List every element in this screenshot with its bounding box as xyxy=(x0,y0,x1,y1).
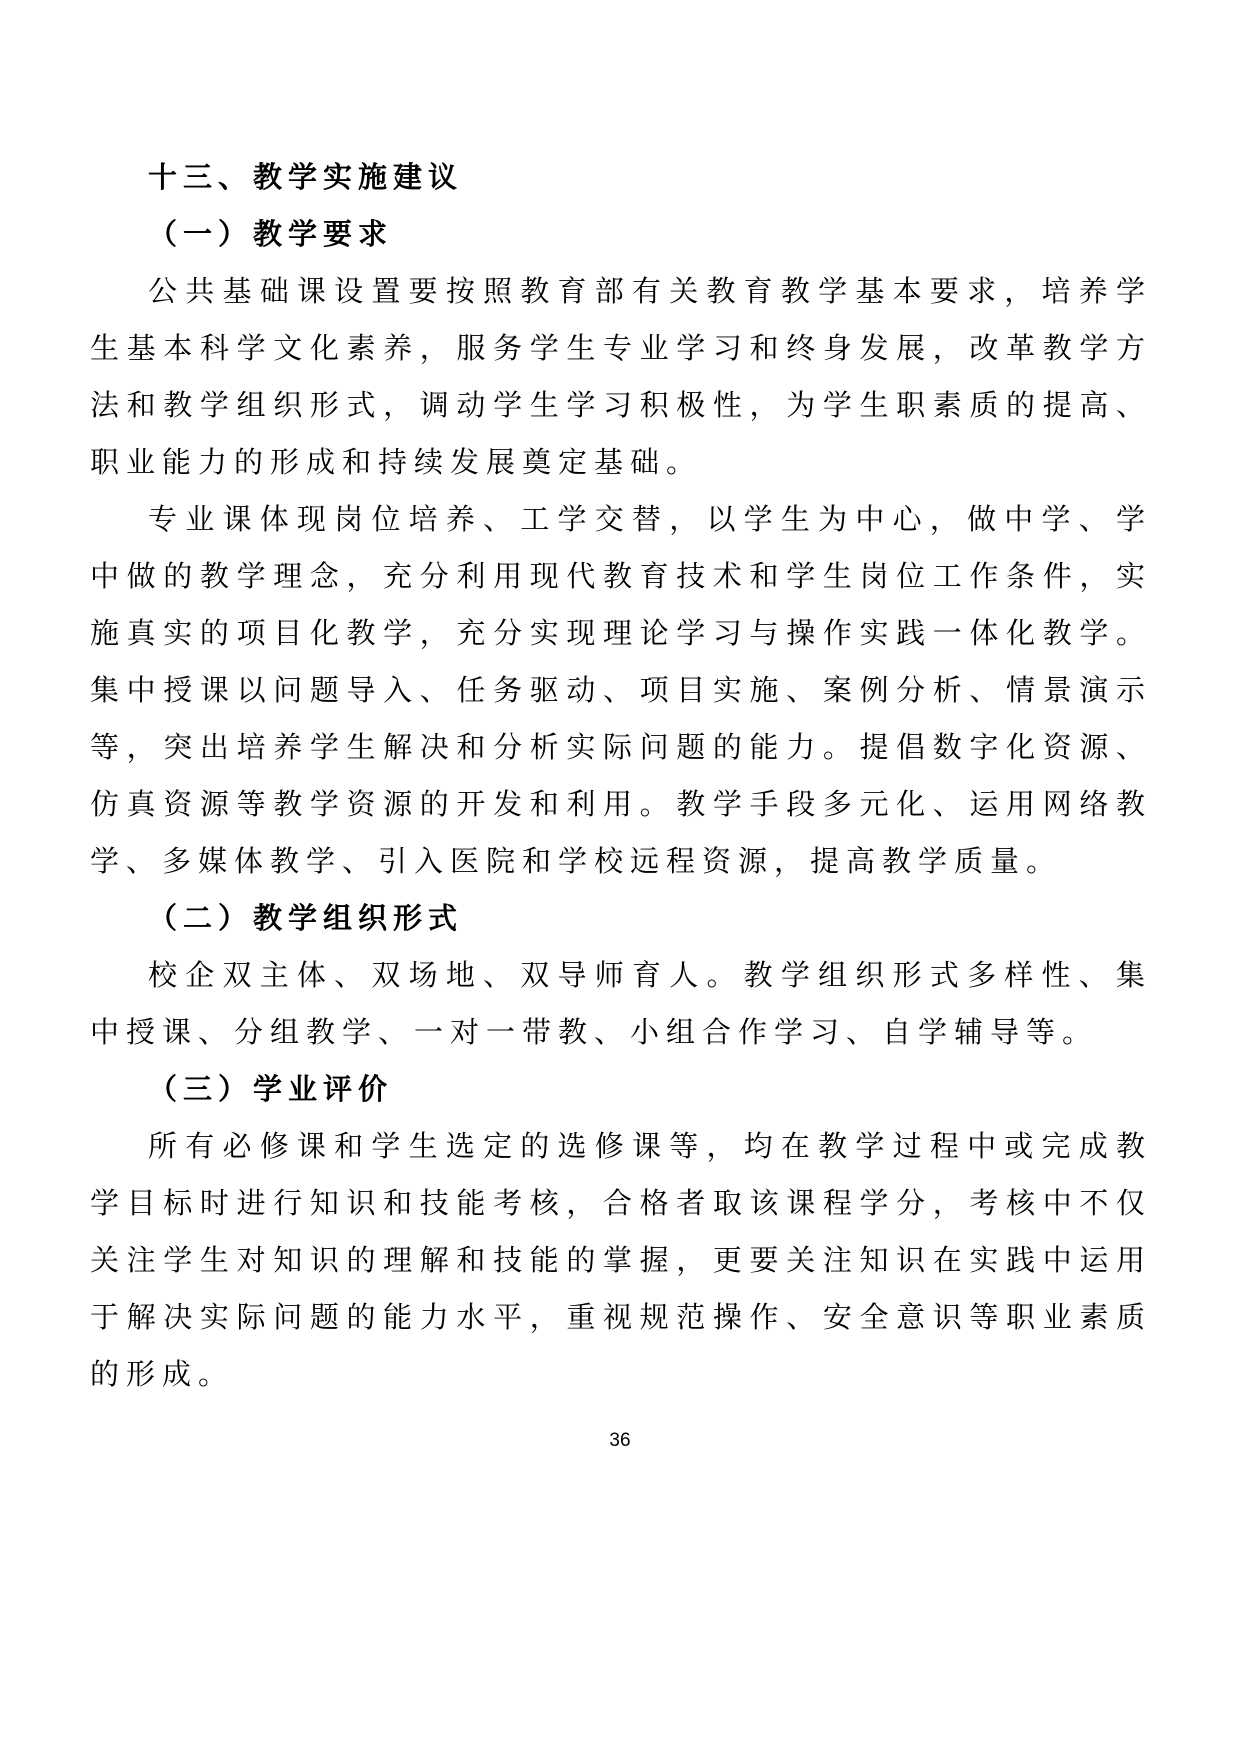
paragraph-academic-evaluation: 所有必修课和学生选定的选修课等，均在教学过程中或完成教学目标时进行知识和技能考核，合格者取该课程学分，考核中不仅关注学生对知识的理解和技能的掌握，更要关注知识在实践中运用于解决实际问题的能力水平，重视规范操作、安全意识等职业素质的形成。 xyxy=(90,1131,1152,1391)
paragraph-teaching-requirements-1: 公共基础课设置要按照教育部有关教育教学基本要求，培养学生基本科学文化素养，服务学生专业学习和终身发展，改革教学方法和教学组织形式，调动学生学习积极性，为学生职素质的提高、职业能力的形成和持续发展奠定基础。 xyxy=(90,276,1152,479)
subsection-heading-1: （一）教学要求 xyxy=(148,219,394,251)
page-number: 36 xyxy=(609,1430,631,1451)
document-body xyxy=(90,150,1152,1404)
section-heading-13: 十三、教学实施建议 xyxy=(148,162,464,194)
paragraph-teaching-requirements-2: 专业课体现岗位培养、工学交替，以学生为中心，做中学、学中做的教学理念，充分利用现代教育技术和学生岗位工作条件，实施真实的项目化教学，充分实现理论学习与操作实践一体化教学。集中授课以问题导入、任务驱动、项目实施、案例分析、情景演示等，突出培养学生解决和分析实际问题的能力。提倡数字化资源、仿真资源等教学资源的开发和利用。教学手段多元化、运用网络教学、多媒体教学、引入医院和学校远程资源，提高教学质量。 xyxy=(90,504,1152,878)
subsection-heading-3: （三）学业评价 xyxy=(148,1074,394,1106)
subsection-heading-2: （二）教学组织形式 xyxy=(148,903,464,935)
paragraph-teaching-organization: 校企双主体、双场地、双导师育人。教学组织形式多样性、集中授课、分组教学、一对一带教、小组合作学习、自学辅导等。 xyxy=(90,960,1152,1049)
